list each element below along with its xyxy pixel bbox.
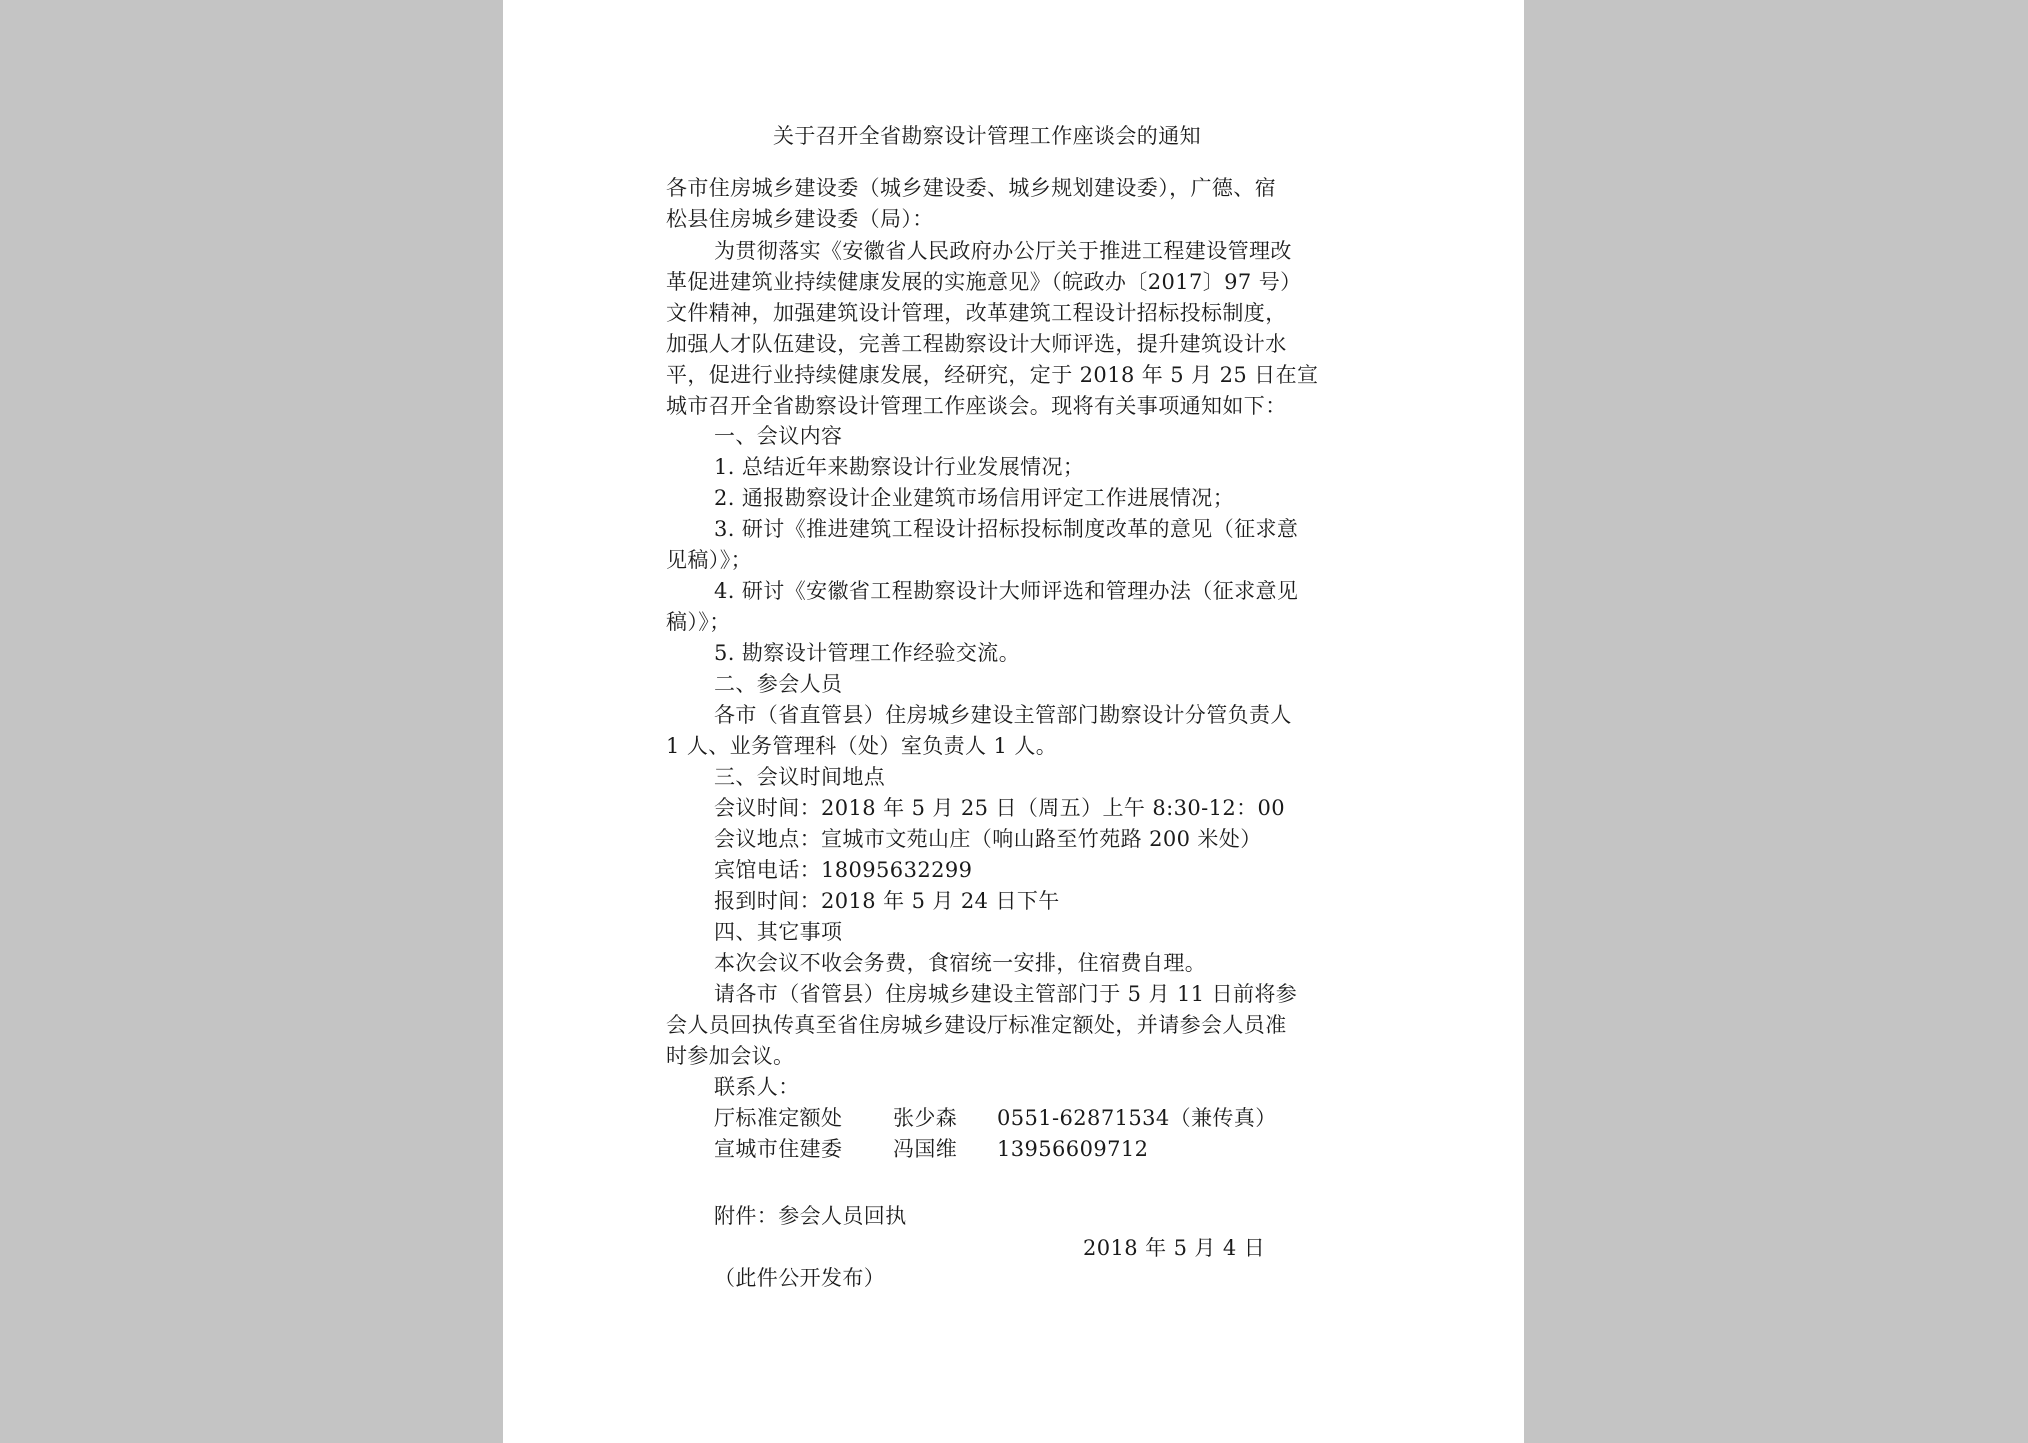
section1-heading: 一、会议内容 xyxy=(714,424,843,448)
contact-row xyxy=(714,1135,842,1163)
intro-line-3: 文件精神，加强建筑设计管理，改革建筑工程设计招标投标制度， xyxy=(666,301,1287,325)
meeting-time: 会议时间：2018 年 5 月 25 日（周五）上午 8:30-12：00 xyxy=(714,796,1286,820)
contacts-label: 联系人： xyxy=(714,1075,800,1099)
contact-phone: 0551-62871534（兼传真） xyxy=(997,1106,1277,1130)
section1-item-4: 4. 研讨《安徽省工程勘察设计大师评选和管理办法（征求意见 xyxy=(714,579,1299,603)
section2-line-1: 各市（省直管县）住房城乡建设主管部门勘察设计分管负责人 xyxy=(714,703,1292,727)
section2-heading: 二、参会人员 xyxy=(714,672,843,696)
section4-heading: 四、其它事项 xyxy=(714,920,843,944)
contact-row xyxy=(714,1104,842,1132)
section1-item-4-cont: 稿）》； xyxy=(666,610,731,634)
section1-item-5: 5. 勘察设计管理工作经验交流。 xyxy=(714,641,1021,665)
addressee-line-2: 松县住房城乡建设委（局）： xyxy=(666,207,934,231)
issue-date: 2018 年 5 月 4 日 xyxy=(1083,1236,1266,1260)
section1-item-3: 3. 研讨《推进建筑工程设计招标投标制度改革的意见（征求意 xyxy=(714,517,1299,541)
section1-item-3-cont: 见稿）》； xyxy=(666,548,752,572)
section1-item-2: 2. 通报勘察设计企业建筑市场信用评定工作进展情况； xyxy=(714,486,1235,510)
addressee-line-1: 各市住房城乡建设委（城乡建设委、城乡规划建设委），广德、宿 xyxy=(666,176,1277,200)
meeting-place: 会议地点：宣城市文苑山庄（响山路至竹苑路 200 米处） xyxy=(714,827,1262,851)
disclosure-note: （此件公开发布） xyxy=(714,1266,886,1290)
intro-line-2: 革促进建筑业持续健康发展的实施意见》（皖政办〔2017〕97 号） xyxy=(666,270,1302,294)
intro-line-6: 城市召开全省勘察设计管理工作座谈会。现将有关事项通知如下： xyxy=(666,394,1287,418)
section4-line-1: 本次会议不收会务费，食宿统一安排，住宿费自理。 xyxy=(714,951,1207,975)
section2-line-2: 1 人、业务管理科（处）室负责人 1 人。 xyxy=(666,734,1058,758)
contact-name: 冯国维 xyxy=(893,1137,958,1161)
section4-line-4: 时参加会议。 xyxy=(666,1044,795,1068)
section3-heading: 三、会议时间地点 xyxy=(714,765,886,789)
document-page xyxy=(503,0,1524,1443)
hotel-phone: 宾馆电话：18095632299 xyxy=(714,858,973,882)
document-title: 关于召开全省勘察设计管理工作座谈会的通知 xyxy=(773,124,1201,148)
intro-line-1: 为贯彻落实《安徽省人民政府办公厅关于推进工程建设管理改 xyxy=(714,239,1292,263)
attachment-note: 附件：参会人员回执 xyxy=(714,1204,907,1228)
contact-unit: 厅标准定额处 xyxy=(714,1106,843,1130)
section4-line-2: 请各市（省管县）住房城乡建设主管部门于 5 月 11 日前将参 xyxy=(714,982,1298,1006)
section1-item-1: 1. 总结近年来勘察设计行业发展情况； xyxy=(714,455,1085,479)
contact-name: 张少森 xyxy=(893,1106,958,1130)
checkin-time: 报到时间：2018 年 5 月 24 日下午 xyxy=(714,889,1060,913)
section4-line-3: 会人员回执传真至省住房城乡建设厅标准定额处，并请参会人员准 xyxy=(666,1013,1287,1037)
intro-line-5: 平，促进行业持续健康发展，经研究，定于 2018 年 5 月 25 日在宣 xyxy=(666,363,1319,387)
intro-line-4: 加强人才队伍建设，完善工程勘察设计大师评选，提升建筑设计水 xyxy=(666,332,1287,356)
contact-unit: 宣城市住建委 xyxy=(714,1137,843,1161)
contact-phone: 13956609712 xyxy=(997,1137,1149,1161)
